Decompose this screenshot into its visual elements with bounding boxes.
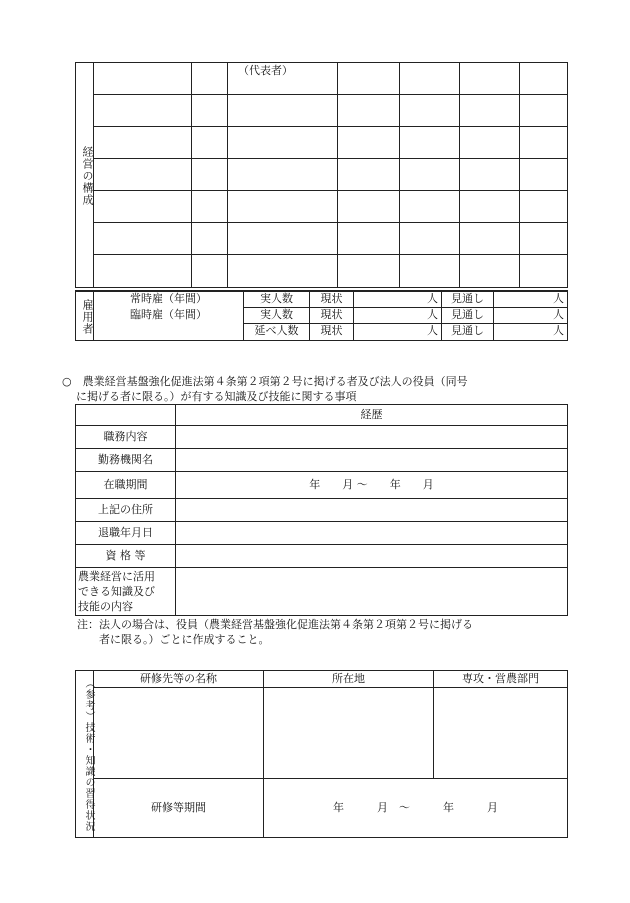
section2-heading: ○ 農業経営基盤強化促進法第４条第２項第２号に掲げる者及び法人の役員（同号 に掲げる者に限る。）が有する知識及び技能に関する事項 [62, 375, 468, 403]
career-header: 経歴 [176, 405, 568, 426]
current-label: 現状 [310, 307, 354, 323]
current-value[interactable]: 人 [354, 323, 442, 340]
row-label-retire: 退職年月日 [76, 522, 176, 545]
row-label-qualification: 資 格 等 [76, 545, 176, 568]
training-period-label: 研修等期間 [94, 779, 264, 838]
count-label: 延べ人数 [244, 323, 310, 340]
row-label-address: 上記の住所 [76, 499, 176, 522]
outlook-label: 見通し [442, 323, 494, 340]
col-header-location: 所在地 [264, 671, 434, 688]
training-period-field[interactable]: 年 月 ～ 年 月 [264, 779, 568, 838]
current-value[interactable]: 人 [354, 307, 442, 323]
qualification-field[interactable] [176, 545, 568, 568]
representative-label: （代表者） [228, 63, 338, 95]
mgmt-row [76, 159, 568, 191]
row-label-skills: 農業経営に活用 できる知識及び 技能の内容 [76, 568, 176, 616]
count-label: 実人数 [244, 307, 310, 323]
outlook-value[interactable]: 人 [494, 323, 568, 340]
outlook-value[interactable]: 人 [494, 291, 568, 307]
retire-field[interactable] [176, 522, 568, 545]
note: 注：法人の場合は、役員（農業経営基盤強化促進法第４条第２項第２号に掲げる 者に限る。）ごとに作成すること。 [77, 618, 473, 646]
mgmt-row [76, 95, 568, 127]
skills-field[interactable] [176, 568, 568, 616]
management-table [75, 62, 568, 288]
training-side-label: （参考）技術・知識の習得状況 [76, 671, 94, 838]
period-field[interactable]: 年 月 ～ 年 月 [176, 472, 568, 499]
employment-side-label: 雇用者 [76, 291, 94, 340]
mgmt-row [76, 223, 568, 255]
col-header-name: 研修先等の名称 [94, 671, 264, 688]
mgmt-row [76, 191, 568, 223]
count-label: 実人数 [244, 291, 310, 307]
col-header-major: 専攻・営農部門 [434, 671, 568, 688]
current-value[interactable]: 人 [354, 291, 442, 307]
org-field[interactable] [176, 449, 568, 472]
mgmt-cell[interactable] [94, 63, 192, 95]
current-label: 現状 [310, 323, 354, 340]
row-label-period: 在職期間 [76, 472, 176, 499]
row-label-org: 勤務機関名 [76, 449, 176, 472]
mgmt-cell[interactable] [192, 63, 228, 95]
training-major-field[interactable] [434, 688, 568, 779]
training-table [75, 670, 568, 838]
employment-table [75, 290, 568, 341]
outlook-label: 見通し [442, 291, 494, 307]
current-label: 現状 [310, 291, 354, 307]
employment-type: 臨時雇（年間） [94, 307, 244, 323]
training-location-field[interactable] [264, 688, 434, 779]
job-field[interactable] [176, 426, 568, 449]
employment-type [94, 323, 244, 340]
outlook-value[interactable]: 人 [494, 307, 568, 323]
row-label-job: 職務内容 [76, 426, 176, 449]
outlook-label: 見通し [442, 307, 494, 323]
address-field[interactable] [176, 499, 568, 522]
training-name-field[interactable] [94, 688, 264, 779]
mgmt-row [76, 255, 568, 288]
career-table [75, 404, 568, 616]
management-side-label: 経営の構成 [76, 63, 94, 288]
employment-type: 常時雇（年間） [94, 291, 244, 307]
mgmt-row [76, 127, 568, 159]
